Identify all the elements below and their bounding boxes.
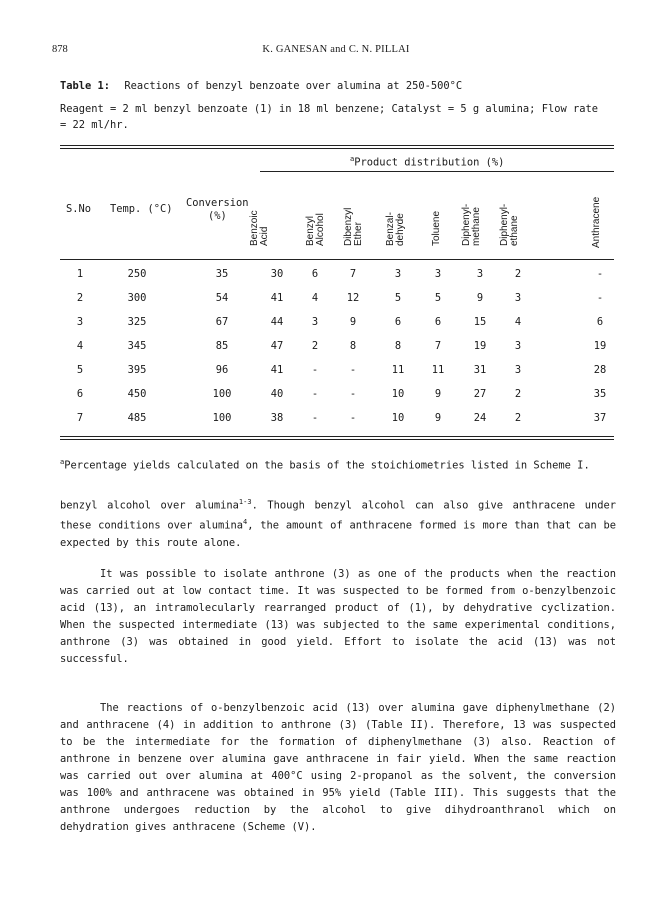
para1-citation-1: 1-3 [238, 498, 252, 506]
col-header-conversion: Conversion [186, 197, 249, 209]
cell-benzyl-alcohol: 4 [311, 292, 319, 304]
col-header-dibenzyl-ether: Dibenzyl Ether [343, 207, 364, 246]
cell-diphenylethane: 2 [514, 388, 522, 400]
cell-dibenzyl-ether: - [349, 364, 357, 376]
cell-diphenylmethane: 24 [473, 412, 487, 424]
cell-benzyl-alcohol: - [311, 412, 319, 424]
cell-dibenzyl-ether: 12 [346, 292, 360, 304]
cell-diphenylethane: 3 [514, 364, 522, 376]
cell-toluene: 7 [434, 340, 442, 352]
cell-diphenylethane: 3 [514, 340, 522, 352]
col-header-benzoic-acid: Benzoic Acid [249, 210, 270, 246]
cell-benzaldehyde: 3 [394, 268, 402, 280]
product-distribution-heading [350, 155, 504, 168]
cell-conversion: 35 [215, 268, 229, 280]
cell-diphenylmethane: 27 [473, 388, 487, 400]
table-bottom-rule [60, 436, 614, 440]
col-header-temp: Temp. (°C) [110, 203, 173, 215]
conditions-line-1: Reagent = 2 ml benzyl benzoate (1) in 18 ml benzene; Catalyst = 5 g alumina; Flow rate [60, 103, 598, 115]
cell-diphenylethane: 3 [514, 292, 522, 304]
col-header-benzyl-alcohol: Benzyl Alcohol [305, 213, 326, 246]
cell-benzoic-acid: 38 [270, 412, 284, 424]
cell-diphenylmethane: 9 [476, 292, 484, 304]
cell-sno: 1 [76, 268, 84, 280]
cell-temp: 485 [127, 412, 147, 424]
product-distribution-label: Product distribution (%) [354, 156, 505, 169]
cell-benzaldehyde: 11 [391, 364, 405, 376]
cell-benzyl-alcohol: 3 [311, 316, 319, 328]
cell-conversion: 54 [215, 292, 229, 304]
col-header-diphenylmethane: Diphenyl- methane [461, 203, 482, 246]
cell-toluene: 11 [431, 364, 445, 376]
cell-diphenylethane: 2 [514, 268, 522, 280]
col-header-toluene: Toluene [431, 210, 442, 246]
cell-conversion: 100 [212, 388, 232, 400]
cell-anthracene: 28 [593, 364, 607, 376]
cell-anthracene: 19 [593, 340, 607, 352]
cell-benzaldehyde: 10 [391, 412, 405, 424]
cell-benzoic-acid: 47 [270, 340, 284, 352]
cell-benzoic-acid: 41 [270, 364, 284, 376]
cell-temp: 250 [127, 268, 147, 280]
conditions-line-2: = 22 ml/hr. [60, 119, 129, 131]
cell-anthracene: 6 [596, 316, 604, 328]
cell-sno: 6 [76, 388, 84, 400]
col-header-diphenylethane: Diphenyl- ethane [499, 203, 520, 246]
cell-temp: 395 [127, 364, 147, 376]
running-head: K. GANESAN and C. N. PILLAI [262, 44, 410, 55]
para1-text-a: benzyl alcohol over alumina [60, 499, 239, 512]
table-caption [60, 80, 462, 92]
cell-sno: 4 [76, 340, 84, 352]
table-conditions [60, 101, 616, 133]
cell-benzyl-alcohol: 2 [311, 340, 319, 352]
cell-benzoic-acid: 30 [270, 268, 284, 280]
cell-benzoic-acid: 41 [270, 292, 284, 304]
cell-diphenylmethane: 15 [473, 316, 487, 328]
para1-text-c: , the amount of anthracene formed is more than that can be expected by this route alone. [60, 519, 616, 549]
cell-diphenylmethane: 3 [476, 268, 484, 280]
product-distribution-sup: a [350, 155, 355, 163]
cell-anthracene: 37 [593, 412, 607, 424]
col-header-benzaldehyde: Benzal- dehyde [385, 212, 406, 246]
cell-conversion: 67 [215, 316, 229, 328]
table-footnote [60, 458, 616, 471]
product-distribution-rule [260, 171, 614, 172]
cell-temp: 450 [127, 388, 147, 400]
cell-temp: 300 [127, 292, 147, 304]
cell-dibenzyl-ether: - [349, 388, 357, 400]
cell-dibenzyl-ether: 7 [349, 268, 357, 280]
cell-dibenzyl-ether: - [349, 412, 357, 424]
cell-diphenylmethane: 31 [473, 364, 487, 376]
cell-temp: 345 [127, 340, 147, 352]
para1-citation-2: 4 [243, 518, 248, 527]
cell-toluene: 3 [434, 268, 442, 280]
cell-diphenylethane: 4 [514, 316, 522, 328]
paragraph-1 [60, 494, 616, 552]
footnote-text: Percentage yields calculated on the basis of the stoichiometries listed in Scheme I. [64, 459, 590, 472]
para3-text: The reactions of o-benzylbenzoic acid (13) over alumina gave diphenylmethane (2) and anthracene (4) in addition to anthrone (3) (Table II). Therefore, 13 was suspected to be the intermediate for the formation of diphenylmethane (3) also. Reaction of anthrone in benzene over alumina gave anthracene in fair yield. When the same reaction was carried out over alumina at 400°C using 2-propanol as the solvent, the conversion was 100% and anthracene was obtained in 95% yield (Table III). This suggests that the anthrone undergoes reduction by the alcohol to give dihydroanthranol which on dehydration gives anthracene (Scheme (V). [60, 702, 616, 833]
table-top-rule [60, 145, 614, 149]
cell-diphenylmethane: 19 [473, 340, 487, 352]
col-header-sno: S.No [66, 203, 92, 215]
cell-toluene: 9 [434, 388, 442, 400]
cell-anthracene: 35 [593, 388, 607, 400]
cell-diphenylethane: 2 [514, 412, 522, 424]
cell-conversion: 100 [212, 412, 232, 424]
para2-text: It was possible to isolate anthrone (3) as one of the products when the reaction was carried out at low contact time. It was suspected to be formed from o-benzylbenzoic acid (13), an intramolecularly rearranged product of (1), by dehydrative cyclization. When the suspected intermediate (13) was subjected to the same experimental conditions, anthrone (3) was obtained in good yield. Effort to isolate the acid (13) was not successful. [60, 568, 616, 665]
cell-sno: 5 [76, 364, 84, 376]
cell-conversion: 96 [215, 364, 229, 376]
cell-sno: 2 [76, 292, 84, 304]
cell-benzaldehyde: 5 [394, 292, 402, 304]
table-title: Reactions of benzyl benzoate over alumina at 250-500°C [124, 80, 463, 92]
cell-benzaldehyde: 6 [394, 316, 402, 328]
para1-text-b: . Though benzyl alcohol can also give anthracene under these conditions over alumina [60, 499, 617, 532]
cell-anthracene: - [596, 268, 604, 280]
cell-sno: 3 [76, 316, 84, 328]
cell-benzyl-alcohol: 6 [311, 268, 319, 280]
cell-benzoic-acid: 44 [270, 316, 284, 328]
cell-dibenzyl-ether: 9 [349, 316, 357, 328]
table-header-rule [60, 259, 614, 260]
paragraph-3 [60, 700, 616, 836]
col-header-conversion-unit: (%) [208, 210, 227, 222]
cell-benzyl-alcohol: - [311, 388, 319, 400]
cell-benzoic-acid: 40 [270, 388, 284, 400]
page-number: 878 [52, 44, 68, 55]
cell-benzaldehyde: 8 [394, 340, 402, 352]
cell-temp: 325 [127, 316, 147, 328]
cell-conversion: 85 [215, 340, 229, 352]
page-header [52, 44, 620, 58]
cell-benzyl-alcohol: - [311, 364, 319, 376]
cell-toluene: 9 [434, 412, 442, 424]
paragraph-2 [60, 566, 616, 668]
table-label: Table 1: [60, 80, 111, 92]
col-header-anthracene: Anthracene [591, 196, 602, 248]
cell-benzaldehyde: 10 [391, 388, 405, 400]
footnote-marker: a [60, 458, 65, 466]
cell-sno: 7 [76, 412, 84, 424]
cell-dibenzyl-ether: 8 [349, 340, 357, 352]
cell-anthracene: - [596, 292, 604, 304]
cell-toluene: 6 [434, 316, 442, 328]
cell-toluene: 5 [434, 292, 442, 304]
